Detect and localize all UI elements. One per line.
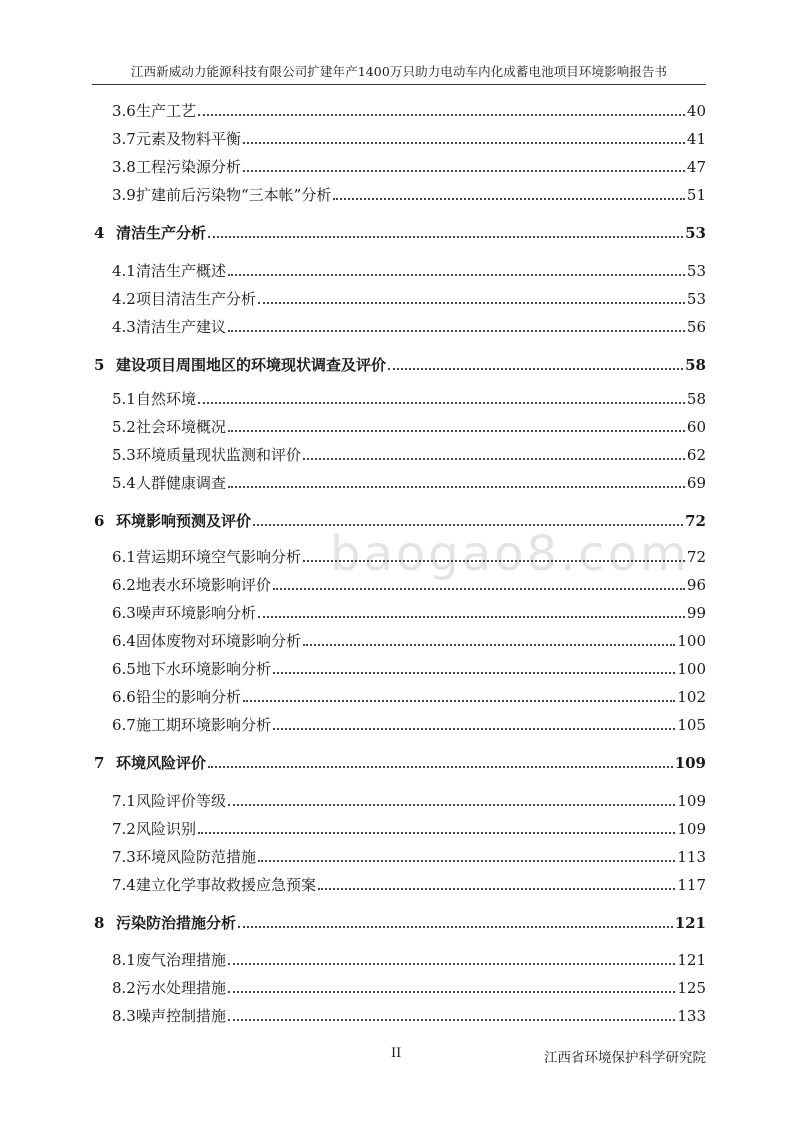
toc-entry-title: 扩建前后污染物“三本帐”分析 bbox=[136, 186, 332, 204]
toc-entry-label bbox=[94, 318, 226, 336]
toc-chapter-entry[interactable] bbox=[94, 908, 706, 932]
toc-entry-label bbox=[94, 660, 271, 678]
toc-entry-page: 105 bbox=[677, 716, 706, 734]
toc-entry-label bbox=[94, 390, 196, 408]
toc-dot-leader bbox=[318, 888, 675, 890]
toc-section-entry[interactable] bbox=[94, 870, 706, 894]
toc-entry-title: 环境质量现状监测和评价 bbox=[136, 446, 302, 464]
toc-entry-number: 5.4 bbox=[112, 474, 136, 492]
toc-entry-title: 清洁生产概述 bbox=[136, 262, 227, 280]
toc-entry-label bbox=[94, 102, 196, 120]
toc-entry-page: 69 bbox=[686, 474, 706, 492]
toc-section-entry[interactable] bbox=[94, 973, 706, 997]
toc-entry-label bbox=[94, 224, 206, 242]
toc-entry-page: 60 bbox=[686, 418, 706, 436]
toc-entry-label bbox=[94, 548, 301, 566]
toc-section-entry[interactable] bbox=[94, 542, 706, 566]
toc-section-entry[interactable] bbox=[94, 412, 706, 436]
toc-entry-title: 环境风险评价 bbox=[116, 754, 207, 772]
toc-section-entry[interactable] bbox=[94, 152, 706, 176]
toc-section-entry[interactable] bbox=[94, 284, 706, 308]
toc-entry-title: 环境风险防范措施 bbox=[136, 848, 257, 866]
toc-entry-number: 4.3 bbox=[112, 318, 136, 336]
toc-entry-number: 5.2 bbox=[112, 418, 136, 436]
toc-dot-leader bbox=[228, 804, 675, 806]
toc-entry-number: 7.3 bbox=[112, 848, 136, 866]
toc-entry-title: 施工期环境影响分析 bbox=[136, 716, 272, 734]
toc-entry-page: 100 bbox=[677, 632, 706, 650]
toc-dot-leader bbox=[228, 330, 685, 332]
toc-entry-page: 47 bbox=[686, 158, 706, 176]
toc-entry-label bbox=[94, 356, 386, 374]
toc-entry-title: 污水处理措施 bbox=[136, 979, 227, 997]
toc-entry-number: 8.2 bbox=[112, 979, 136, 997]
footer-organization: 江西省环境保护科学研究院 bbox=[544, 1050, 706, 1066]
toc-entry-page: 53 bbox=[686, 262, 706, 280]
toc-entry-label bbox=[94, 576, 271, 594]
toc-section-entry[interactable] bbox=[94, 710, 706, 734]
toc-entry-label bbox=[94, 446, 301, 464]
toc-entry-page: 72 bbox=[686, 548, 706, 566]
toc-entry-number: 7.2 bbox=[112, 820, 136, 838]
toc-entry-label bbox=[94, 474, 226, 492]
toc-section-entry[interactable] bbox=[94, 312, 706, 336]
toc-entry-label bbox=[94, 632, 301, 650]
toc-entry-page: 99 bbox=[686, 604, 706, 622]
toc-chapter-entry[interactable] bbox=[94, 350, 706, 374]
toc-section-entry[interactable] bbox=[94, 96, 706, 120]
toc-entry-number: 4.1 bbox=[112, 262, 136, 280]
toc-entry-number: 8.1 bbox=[112, 951, 136, 969]
toc-entry-label bbox=[94, 418, 226, 436]
toc-chapter-entry[interactable] bbox=[94, 218, 706, 242]
toc-entry-title: 地下水环境影响分析 bbox=[136, 660, 272, 678]
toc-dot-leader bbox=[198, 832, 675, 834]
toc-entry-page: 53 bbox=[685, 224, 706, 242]
toc-entry-number: 8 bbox=[94, 914, 105, 932]
toc-entry-page: 58 bbox=[686, 390, 706, 408]
toc-chapter-entry[interactable] bbox=[94, 506, 706, 530]
toc-entry-page: 121 bbox=[674, 914, 706, 932]
toc-entry-number: 3.9 bbox=[112, 186, 136, 204]
page-number: II bbox=[391, 1046, 402, 1061]
toc-entry-title: 固体废物对环境影响分析 bbox=[136, 632, 302, 650]
toc-entry-page: 58 bbox=[685, 356, 706, 374]
toc-dot-leader bbox=[303, 644, 675, 646]
toc-entry-title: 噪声控制措施 bbox=[136, 1007, 227, 1025]
toc-entry-page: 62 bbox=[686, 446, 706, 464]
toc-entry-page: 125 bbox=[677, 979, 706, 997]
toc-entry-number: 4.2 bbox=[112, 290, 136, 308]
toc-entry-label bbox=[94, 979, 226, 997]
toc-entry-label bbox=[94, 186, 331, 204]
toc-dot-leader bbox=[258, 302, 685, 304]
toc-entry-number: 8.3 bbox=[112, 1007, 136, 1025]
toc-entry-page: 121 bbox=[677, 951, 706, 969]
toc-section-entry[interactable] bbox=[94, 1001, 706, 1025]
toc-entry-label bbox=[94, 604, 256, 622]
toc-entry-number: 6.2 bbox=[112, 576, 136, 594]
toc-entry-label bbox=[94, 262, 226, 280]
toc-entry-page: 72 bbox=[685, 512, 706, 530]
toc-section-entry[interactable] bbox=[94, 256, 706, 280]
toc-section-entry[interactable] bbox=[94, 440, 706, 464]
toc-dot-leader bbox=[273, 728, 675, 730]
toc-section-entry[interactable] bbox=[94, 654, 706, 678]
toc-entry-page: 41 bbox=[686, 130, 706, 148]
toc-entry-title: 建设项目周围地区的环境现状调查及评价 bbox=[116, 356, 387, 374]
toc-entry-label bbox=[94, 820, 196, 838]
toc-dot-leader bbox=[243, 170, 685, 172]
toc-entry-label bbox=[94, 290, 256, 308]
toc-dot-leader bbox=[303, 458, 685, 460]
toc-entry-number: 6 bbox=[94, 512, 105, 530]
toc-entry-title: 地表水环境影响评价 bbox=[136, 576, 272, 594]
toc-entry-page: 102 bbox=[677, 688, 706, 706]
toc-entry-page: 113 bbox=[677, 848, 706, 866]
toc-entry-page: 109 bbox=[674, 754, 706, 772]
toc-entry-title: 建立化学事故救援应急预案 bbox=[136, 876, 317, 894]
toc-entry-title: 环境影响预测及评价 bbox=[116, 512, 252, 530]
toc-entry-label bbox=[94, 688, 241, 706]
toc-dot-leader bbox=[228, 486, 685, 488]
toc-entry-label bbox=[94, 716, 271, 734]
toc-dot-leader bbox=[303, 560, 685, 562]
toc-entry-number: 6.6 bbox=[112, 688, 136, 706]
toc-dot-leader bbox=[228, 963, 675, 965]
toc-entry-label bbox=[94, 754, 206, 772]
toc-dot-leader bbox=[228, 430, 685, 432]
toc-dot-leader bbox=[228, 274, 685, 276]
toc-section-entry[interactable] bbox=[94, 384, 706, 408]
toc-section-entry[interactable] bbox=[94, 626, 706, 650]
toc-entry-number: 6.5 bbox=[112, 660, 136, 678]
toc-entry-title: 风险识别 bbox=[136, 820, 197, 838]
toc-section-entry[interactable] bbox=[94, 786, 706, 810]
toc-entry-title: 项目清洁生产分析 bbox=[136, 290, 257, 308]
toc-entry-title: 元素及物料平衡 bbox=[136, 130, 242, 148]
toc-dot-leader bbox=[253, 524, 683, 526]
toc-entry-label bbox=[94, 914, 236, 932]
toc-entry-page: 117 bbox=[677, 876, 706, 894]
toc-dot-leader bbox=[228, 991, 675, 993]
toc-entry-number: 6.3 bbox=[112, 604, 136, 622]
toc-entry-number: 6.7 bbox=[112, 716, 136, 734]
toc-section-entry[interactable] bbox=[94, 180, 706, 204]
toc-entry-label bbox=[94, 792, 226, 810]
toc-entry-title: 生产工艺 bbox=[136, 102, 197, 120]
toc-dot-leader bbox=[388, 368, 683, 370]
toc-section-entry[interactable] bbox=[94, 468, 706, 492]
toc-entry-number: 4 bbox=[94, 224, 105, 242]
toc-entry-page: 109 bbox=[677, 792, 706, 810]
toc-entry-number: 3.8 bbox=[112, 158, 136, 176]
toc-section-entry[interactable] bbox=[94, 124, 706, 148]
toc-entry-title: 清洁生产分析 bbox=[116, 224, 207, 242]
toc-dot-leader bbox=[333, 198, 685, 200]
toc-dot-leader bbox=[273, 672, 675, 674]
toc-entry-number: 6.4 bbox=[112, 632, 136, 650]
toc-dot-leader bbox=[238, 926, 673, 928]
toc-entry-label bbox=[94, 130, 241, 148]
toc-dot-leader bbox=[198, 402, 685, 404]
toc-entry-label bbox=[94, 951, 226, 969]
toc-entry-number: 5.1 bbox=[112, 390, 136, 408]
toc-entry-title: 工程污染源分析 bbox=[136, 158, 242, 176]
toc-entry-number: 7 bbox=[94, 754, 105, 772]
toc-entry-page: 133 bbox=[677, 1007, 706, 1025]
toc-entry-title: 废气治理措施 bbox=[136, 951, 227, 969]
toc-chapter-entry[interactable] bbox=[94, 748, 706, 772]
watermark: baogao8.com bbox=[330, 526, 690, 582]
toc-entry-label bbox=[94, 848, 256, 866]
toc-dot-leader bbox=[258, 860, 675, 862]
toc-entry-page: 56 bbox=[686, 318, 706, 336]
toc-dot-leader bbox=[198, 114, 685, 116]
toc-section-entry[interactable] bbox=[94, 598, 706, 622]
toc-entry-label bbox=[94, 158, 241, 176]
toc-entry-title: 清洁生产建议 bbox=[136, 318, 227, 336]
toc-dot-leader bbox=[228, 1019, 675, 1021]
toc-entry-title: 营运期环境空气影响分析 bbox=[136, 548, 302, 566]
toc-entry-page: 51 bbox=[686, 186, 706, 204]
toc-section-entry[interactable] bbox=[94, 570, 706, 594]
toc-entry-number: 5.3 bbox=[112, 446, 136, 464]
toc-entry-page: 53 bbox=[686, 290, 706, 308]
toc-entry-number: 3.6 bbox=[112, 102, 136, 120]
toc-entry-title: 人群健康调查 bbox=[136, 474, 227, 492]
toc-dot-leader bbox=[208, 766, 673, 768]
toc-section-entry[interactable] bbox=[94, 814, 706, 838]
toc-entry-number: 5 bbox=[94, 356, 105, 374]
toc-entry-label bbox=[94, 876, 316, 894]
toc-entry-title: 社会环境概况 bbox=[136, 418, 227, 436]
toc-entry-label bbox=[94, 1007, 226, 1025]
toc-dot-leader bbox=[273, 588, 685, 590]
toc-entry-number: 3.7 bbox=[112, 130, 136, 148]
toc-dot-leader bbox=[243, 700, 675, 702]
running-header: 江西新威动力能源科技有限公司扩建年产1400万只助力电动车内化成蓄电池项目环境影响报告书 bbox=[92, 62, 706, 85]
toc-section-entry[interactable] bbox=[94, 682, 706, 706]
toc-section-entry[interactable] bbox=[94, 842, 706, 866]
toc-entry-title: 污染防治措施分析 bbox=[116, 914, 237, 932]
toc-entry-title: 噪声环境影响分析 bbox=[136, 604, 257, 622]
toc-section-entry[interactable] bbox=[94, 945, 706, 969]
toc-entry-label bbox=[94, 512, 251, 530]
toc-entry-page: 100 bbox=[677, 660, 706, 678]
toc-entry-number: 7.1 bbox=[112, 792, 136, 810]
toc-entry-page: 40 bbox=[686, 102, 706, 120]
toc-dot-leader bbox=[243, 142, 685, 144]
toc-entry-number: 6.1 bbox=[112, 548, 136, 566]
toc-entry-page: 96 bbox=[686, 576, 706, 594]
toc-entry-title: 铅尘的影响分析 bbox=[136, 688, 242, 706]
toc-entry-page: 109 bbox=[677, 820, 706, 838]
toc-dot-leader bbox=[208, 236, 683, 238]
toc-dot-leader bbox=[258, 616, 685, 618]
toc-entry-title: 自然环境 bbox=[136, 390, 197, 408]
toc-entry-number: 7.4 bbox=[112, 876, 136, 894]
toc-entry-title: 风险评价等级 bbox=[136, 792, 227, 810]
